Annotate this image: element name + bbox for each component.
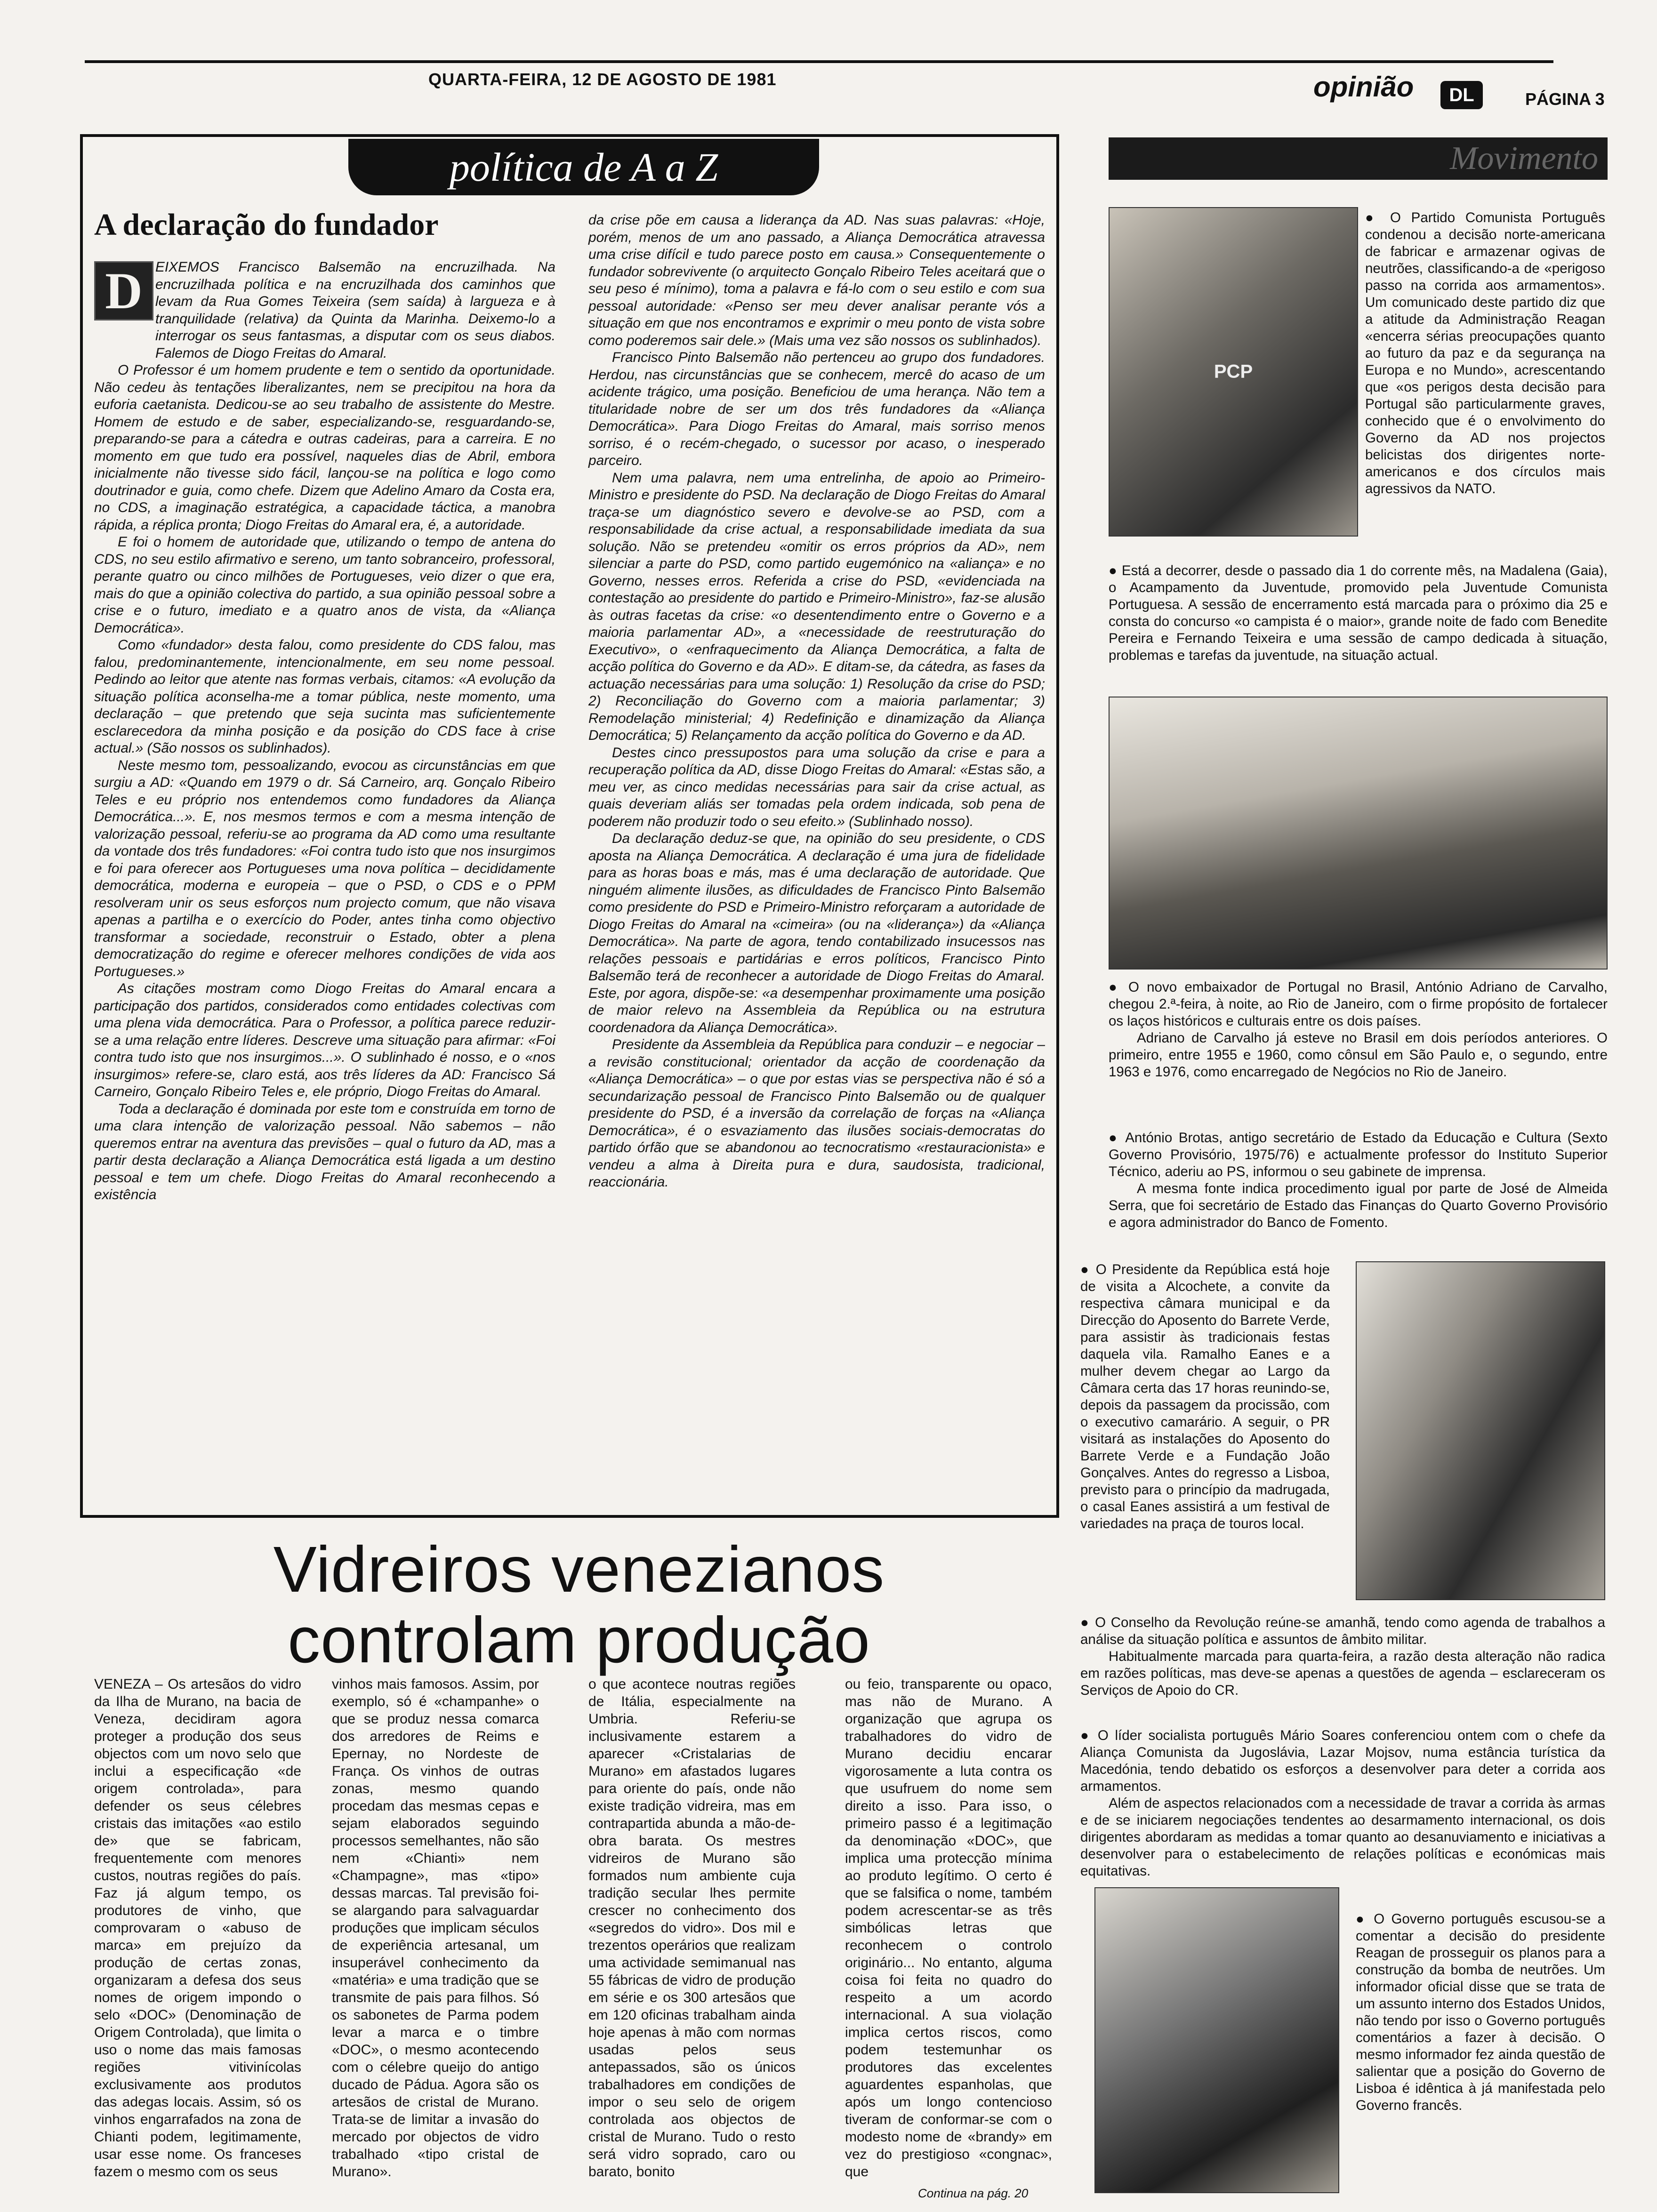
paragraph: Presidente da Assembleia da República para conduzir – e negociar – a revisão constitucional; orientador da acção de coordenação da «Aliança Democrática» – o que por estas vias se perspectiva não é só a secundarização pessoal de Francisco Pinto Balsemão ou de qualquer presidente do PSD, é a inversão da correlação de forças na «Aliança Democrática», é o esvaziamento das ilusões sociais-democratas do partido órfão que se abandonou ao tecnocratismo «restauracionista» e vendeu a alma à Direita pura e dura, saudosista, tradicional, reaccionária. [588, 1037, 1045, 1190]
vidreiros-column-3: o que acontece noutras regiões de Itália, especialmente na Umbria. Referiu-se inclusivamente estarem a aparecer «Cristalarias de Murano» em afastados lugares para oriente do país, onde não existe tradição vidreira, mas em contrapartida abunda a mão-de-obra barata. Os mestres vidreiros de Murano são formados num ambiente cuja tradição secular lhes permite crescer no conhecimento dos «segredos do vidro». Dos mil e trezentos operários que realizam uma actividade semimanual nas 55 fábricas de vidro de produção em série e os 300 artesãos que em 120 oficinas trabalham ainda hoje apenas à mão com normas usadas pelos seus antepassados, são os únicos trabalhadores em condições de impor o seu selo de origem controlada aos objectos de cristal de Murano. Tudo o resto será vidro soprado, caro ou barato, bonito [588, 1676, 796, 2180]
rio-photo [1109, 697, 1608, 970]
pcp-photo [1109, 207, 1358, 537]
eanes-photo [1356, 1261, 1605, 1600]
article-column-1 [94, 259, 555, 1204]
paragraph: Da declaração deduz-se que, na opinião do seu presidente, o CDS aposta na Aliança Democrática. A declaração é uma jura de fidelidade para as horas boas e más, mas é uma declaração de autoridade. Que ninguém alimente ilusões, as dificuldades de Francisco Pinto Balsemão como presidente do PSD e Primeiro-Ministro reforçaram a autoridade de Diogo Freitas do Amaral na «cimeira» (ou na «liderança») da «Aliança Democrática». Na parte de agora, tendo contabilizado insucessos nas relações pessoais e partidárias e erros políticos, Francisco Pinto Balsemão terá de reconhecer a autoridade de Diogo Freitas do Amaral. Este, por agora, dispõe-se: «a desempenhar proximamente uma posição de maior relevo na Assembleia da República ou na estrutura coordenadora da Aliança Democrática». [588, 831, 1045, 1035]
news-item-presidente [1080, 1261, 1330, 1532]
news-text: ● O Conselho da Revolução reúne-se amanhã, tendo como agenda de trabalhos a análise da situação política e assuntos de âmbito militar. [1080, 1614, 1605, 1648]
paragraph: Toda a declaração é dominada por este tom e construída em torno de uma clara intenção de valorização pessoal. Não sabemos – não queremos entrar na aventura das previsões – qual o futuro da AD, mas a partir desta declaração a Aliança Democrática está ligada a um destino pessoal e tem um chefe. Diogo Freitas do Amaral reconhecendo a existência [94, 1101, 555, 1202]
vidreiros-column-4: ou feio, transparente ou opaco, mas não de Murano. A organização que agrupa os trabalhadores do vidro de Murano decidiu encarar vigorosamente a luta contra os que usufruem do nome sem direito a isso. Para isso, o primeiro passo é a legitimação da denominação «DOC», que implica uma protecção mínima ao produto legítimo. O certo é que se falsifica o nome, também podem acrescentar-se as três simbólicas letras que reconhecem o controlo originário... No entanto, alguma coisa foi feita no quadro do respeito a um acordo internacional. A sua violação implica certos riscos, como podem testemunhar os produtores das excelentes aguardentes espanholas, que após um longo contencioso tiveram de conformar-se com o modesto nome de «brandy» em vez do prestigioso «congnac», que [845, 1676, 1052, 2180]
paragraph: Nem uma palavra, nem uma entrelinha, de apoio ao Primeiro-Ministro e presidente do PSD. Na declaração de Diogo Freitas do Amaral traça-se um diagnóstico severo e devolve-se ao PSD, com a responsabilidade da crise actual, a responsabilidade imediata da sua solução. Não se pretendeu «omitir os erros próprios da AD», nem silenciar a parte do PSD, como partido eugemónico na «aliança» e no Governo, nesses erros. Referida a crise do PSD, «evidenciada na contestação ao presidente do partido e Primeiro-Ministro», faz-se alusão às outras facetas da crise: «o desentendimento entre o Governo e a maioria parlamentar AD», a «necessidade de reestruturação do Executivo», o «enfraquecimento da Aliança Democrática, a falta de acção política do Governo e da AD». E ditam-se, da cátedra, as fases da actuação necessárias para uma solução: 1) Resolução da crise do PSD; 2) Reconciliação do Governo com a maioria parlamentar; 3) Remodelação ministerial; 4) Redefinição e dinamização da Aliança Democrática; 5) Relançamento da acção política do Governo e da AD. [588, 470, 1045, 743]
news-header: Movimento [1109, 137, 1608, 180]
masthead-rule [85, 60, 1553, 63]
vidreiros-column-2: vinhos mais famosos. Assim, por exemplo, só é «champanhe» o que se produz nessa comarca dos arredores de Reims e Epernay, no Nordeste de França. Os vinhos de outras zonas, mesmo quando procedam das mesmas cepas e sejam elaborados seguindo processos semelhantes, não são nem «Chianti» nem «Champagne», mas «tipo» dessas marcas. Tal previsão foi-se alargando para salvaguardar produções que implicam séculos de experiência artesanal, um insuperável conhecimento da «matéria» e uma tradição que se transmite de pais para filhos. Só os sabonetes de Parma podem levar a marca e o timbre «DOC», o mesmo acontecendo com o célebre queijo do antigo ducado de Pádua. Agora são os artesãos de cristal de Murano. Trata-se de limitar a invasão do mercado por objectos de vidro trabalhado «tipo cristal de Murano». [332, 1676, 539, 2180]
pcp-photo-label: PCP [1214, 361, 1253, 382]
section-badge: DL [1440, 81, 1483, 109]
article-column-2 [588, 212, 1045, 1191]
news-text: ● António Brotas, antigo secretário de Estado da Educação e Cultura (Sexto Governo Provisório, 1975/76) e actualmente professor do Instituto Superior Técnico, aderiu ao PS, informou o seu gabinete de imprensa. [1109, 1130, 1608, 1180]
vidreiros-headline [94, 1534, 1064, 1675]
news-item-acampamento [1109, 562, 1608, 664]
paragraph: O Professor é um homem prudente e tem o sentido da oportunidade. Não cedeu às tentações liberalizantes, nem se precipitou na hora da euforia caetanista. Dedicou-se ao seu trabalho de assistente do Mestre. Homem de estudo e de saber, especializando-se, resguardando-se, preparando-se para a cátedra e outras cadeiras, para a carreira. E no momento em que tudo era possível, naqueles dias de Abril, embora inicialmente não tivesse sido fácil, lançou-se na política e logo como doutrinador e guia, como chefe. Dizem que Adelino Amaro da Costa era, no CDS, a imaginação estratégica, a capacidade táctica, a manobra rápida, a réplica pronta; Diogo Freitas do Amaral era, é, a autoridade. [94, 362, 555, 533]
news-item-brotas [1109, 1130, 1608, 1231]
headline-line-2: controlam produção [288, 1604, 870, 1676]
column-banner: política de A a Z [348, 139, 819, 195]
drop-cap: D [94, 261, 153, 321]
news-text: ● O Presidente da República está hoje de visita a Alcochete, a convite da respectiva câmara municipal e da Direcção do Aposento do Barrete Verde, para assistir às tradicionais festas daquela vila. Ramalho Eanes e a mulher devem chegar ao Largo da Câmara certa das 17 horas reunindo-se, depois da passagem da procissão, com o executivo camarário. A seguir, o PR visitará as instalações do Aposento do Barrete Verde e a Fundação João Gonçalves. Antes do regresso a Lisboa, previsto para o princípio da madrugada, o casal Eanes assistirá a um festival de variedades na praça de touros local. [1080, 1261, 1330, 1532]
news-item-embaixador [1109, 979, 1608, 1081]
paragraph: Destes cinco pressupostos para uma solução da crise e para a recuperação política da AD, disse Diogo Freitas do Amaral: «Estas são, a meu ver, as cinco medidas necessárias para sair da crise actual, as quais deveriam aliás ser tomadas pela ordem indicada, sob pena de poderem não produzir todo o seu efeito.» (Sublinhado nosso). [588, 745, 1045, 829]
news-text: Adriano de Carvalho já esteve no Brasil em dois períodos anteriores. O primeiro, entre 1955 e 1960, como cônsul em São Paulo e, o segundo, entre 1963 e 1976, como encarregado de Negócios no Rio de Janeiro. [1109, 1030, 1608, 1080]
news-text: A mesma fonte indica procedimento igual por parte de José de Almeida Serra, que foi secretário de Estado das Finanças do Quarto Governo Provisório e agora administrador do Banco de Fomento. [1109, 1181, 1608, 1230]
news-item-conselho [1080, 1614, 1605, 1699]
vidreiros-column-1: VENEZA – Os artesãos do vidro da Ilha de Murano, na bacia de Veneza, decidiram agora proteger a produção dos seus objectos com um novo selo que inclui a especificação «de origem controlada», para defender os seus célebres cristais das imitações «ao estilo de» que se fabricam, frequentemente com menores custos, noutras regiões do país. Faz já algum tempo, os produtores de vinho, que comprovaram o «abuso de marca» em prejuízo da produção de certas zonas, organizaram a defesa dos seus nomes de origem impondo o selo «DOC» (Denominação de Origem Controlada), que limita o uso o nome das mais famosas regiões vitivinícolas exclusivamente aos produtos das adegas locais. Assim, só os vinhos engarrafados na zona de Chianti podem, legitimamente, usar esse nome. Os franceses fazem o mesmo com os seus [94, 1676, 301, 2180]
paragraph: As citações mostram como Diogo Freitas do Amaral encara a participação dos partidos, considerados como entidades colectivas com uma plena vida democrática. Para o Professor, a política parece reduzir-se a uma relação entre líderes. Descreve uma situação para afirmar: «Foi contra tudo isto que nos insurgimos...». O sublinhado é nosso, e o «nos insurgimos» refere-se, claro está, aos três líderes da AD: Francisco Sá Carneiro, Gonçalo Ribeiro Teles e, ele próprio, Diogo Freitas do Amaral. [94, 981, 555, 1099]
reagan-photo [1094, 1887, 1339, 2193]
paragraph: Como «fundador» desta falou, como presidente do CDS falou, mas falou, predominantemente, intencionalmente, em seu nome pessoal. Pedindo ao leitor que atente nas formas verbais, citamos: «A evolução da situação política aconselha-me a tomar pública, neste momento, uma declaração – que pretendo que seja sucinta mas suficientemente esclarecedora da minha posição e da posição do CDS face à crise actual.» (São nossos os sublinhados). [94, 637, 555, 756]
section-title: opinião [1313, 71, 1414, 103]
news-item-soares [1080, 1727, 1605, 1880]
news-text: ● O Partido Comunista Português condenou a decisão norte-americana de fabricar e armazenar ogivas de neutrões, classificando-a de «perigoso passo na corrida aos armamentos». Um comunicado deste partido diz que a atitude da Administração Reagan «encerra sérias preocupações quanto ao futuro da paz e da segurança na Europa e no Mundo», acrescentando que «os perigos desta decisão para Portugal são particularmente graves, conhecido que é o envolvimento do Governo da AD nos projectos belicistas dos dirigentes norte-americanos e dos círculos mais agressivos da NATO. [1365, 209, 1605, 497]
news-text: ● O líder socialista português Mário Soares conferenciou ontem com o chefe da Aliança Comunista da Jugoslávia, Lazar Mojsov, numa estância turística da Macedónia, tendo debatido os esforços a desenvolver para deter a corrida aos armamentos. [1080, 1727, 1605, 1795]
page-number: PÁGINA 3 [1525, 89, 1605, 109]
news-text: ● O Governo português escusou-se a comentar a decisão do presidente Reagan de prosseguir os planos para a construção da bomba de neutrões. Um informador oficial disse que se trata de um assunto interno dos Estados Unidos, não tendo por isso o Governo português comentários a fazer à decisão. O mesmo informador fez ainda questão de salientar que a posição do Governo de Lisboa é idêntica à já manifestada pelo Governo francês. [1356, 1911, 1605, 2114]
headline-line-1: Vidreiros venezianos [273, 1533, 885, 1606]
paragraph: Francisco Pinto Balsemão não pertenceu ao grupo dos fundadores. Herdou, nas circunstâncias que se conhecem, mercê do acaso de um acidente trágico, uma posição. Beneficiou de uma herança. Não tem a titularidade nobre de ser um dos três fundadores da «Aliança Democrática». Para Diogo Freitas do Amaral, mais sorriso menos sorriso, é o recém-chegado, o sucessor por acaso, o inesperado parceiro. [588, 350, 1045, 468]
news-text: ● Está a decorrer, desde o passado dia 1 do corrente mês, na Madalena (Gaia), o Acampamento da Juventude, promovido pela Juventude Comunista Portuguesa. A sessão de encerramento está marcada para o próximo dia 25 e consta do concurso «o campista é o maior», grande noite de fado com Benedite Pereira e Fernando Teixeira e uma sessão de campo dedicada à situação, problemas e tarefas da juventude, na situação actual. [1109, 562, 1608, 664]
news-item-governo [1356, 1911, 1605, 2114]
news-item-pcp [1365, 209, 1605, 497]
paragraph: da crise põe em causa a liderança da AD. Nas suas palavras: «Hoje, porém, menos de um ano passado, a Aliança Democrática atravessa uma crise difícil e tudo parece posto em causa.» Consequentemente o fundador sobrevivente (o arquitecto Gonçalo Ribeiro Teles aceitará que o seu peso é mínimo), toma a palavra e fá-lo com o seu estilo e com sua pessoal autoridade: «Penso ser meu dever analisar perante vós a situação em que nos encontramos e exprimir o meu ponto de vista sobre como poderemos sair dele.» (Mais uma vez são nossos os sublinhados). [588, 212, 1045, 348]
paragraph: E foi o homem de autoridade que, utilizando o tempo de antena do CDS, no seu estilo afirmativo e sereno, um tanto sobranceiro, professoral, perante quatro ou cinco milhões de Portugueses, veio dizer o que era, mais do que a opinião colectiva do partido, a sua opinião pessoal sobre a crise e o futuro, imediato e a quatro anos de vista, da «Aliança Democrática». [94, 534, 555, 636]
continued-note: Continua na pág. 20 [918, 2186, 1029, 2200]
article-title: A declaração do fundador [94, 208, 439, 242]
news-text: Habitualmente marcada para quarta-feira, a razão desta alteração não radica em razões políticas, mas deve-se apenas a questões de agenda – esclareceram os Serviços de Apoio do CR. [1080, 1649, 1605, 1698]
paragraph: EIXEMOS Francisco Balsemão na encruzilhada. Na encruzilhada política e na encruzilhada dos caminhos que levam da Rua Gomes Teixeira (sem saída) à largueza e à tranquilidade (relativa) da Quinta da Marinha. Deixemo-lo a interrogar os seus fantasmas, a disputar com os seus diabos. Falemos de Diogo Freitas do Amaral. [155, 259, 555, 361]
news-text: Além de aspectos relacionados com a necessidade de travar a corrida às armas e de se iniciarem negociações tendentes ao desarmamento internacional, os dois dirigentes abordaram as medidas a tomar quanto ao desanuviamento e iniciativas a desenvolver para o estabelecimento de relações políticas e económicas mais equitativas. [1080, 1795, 1605, 1879]
paragraph: Neste mesmo tom, pessoalizando, evocou as circunstâncias em que surgiu a AD: «Quando em 1979 o dr. Sá Carneiro, arq. Gonçalo Ribeiro Teles e eu próprio nos entendemos como fundadores da Aliança Democrática...». E, nos mesmos termos e com a mesma intenção de valorização pessoal, referiu-se ao programa da AD como uma resultante da vontade dos três fundadores: «Foi contra tudo isto que nos insurgimos e foi para oferecer aos Portugueses uma nova política – decididamente democrática, moderna e europeia – que o PSD, o CDS e o PPM resolveram unir os seus esforços num projecto comum, que não visava apenas a partilha e o exercício do Poder, antes tinha como objectivo transformar a sociedade, reconstruir o Estado, obter a plena democratização do regime e oferecer melhores condições de vida aos Portugueses.» [94, 757, 555, 979]
issue-date: QUARTA-FEIRA, 12 DE AGOSTO DE 1981 [428, 70, 777, 89]
news-text: ● O novo embaixador de Portugal no Brasil, António Adriano de Carvalho, chegou 2.ª-feira, à noite, ao Rio de Janeiro, com o firme propósito de fortalecer os laços históricos e culturais entre os dois países. [1109, 979, 1608, 1030]
